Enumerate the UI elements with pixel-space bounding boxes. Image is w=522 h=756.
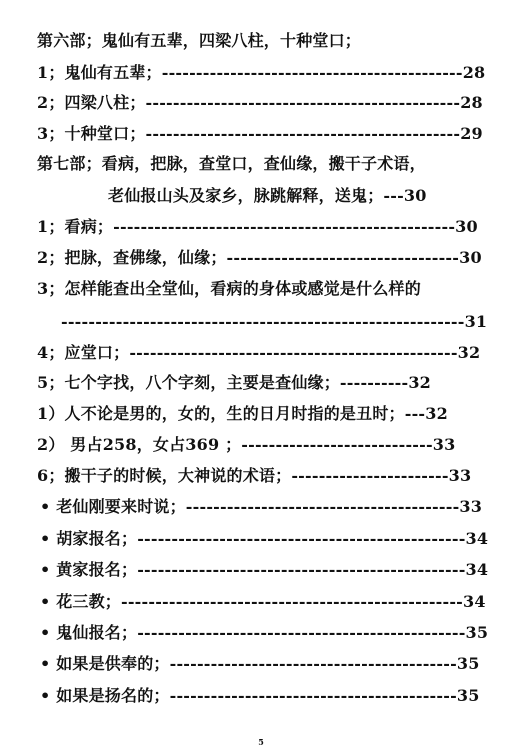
toc-line-part-6: 第六部；鬼仙有五辈，四梁八柱，十种堂口；	[37, 31, 362, 50]
toc-bullet-line: • 胡家报名；------------------------------------------------34	[40, 529, 489, 548]
toc-line: 1；看病；--------------------------------------------------30	[37, 217, 478, 236]
toc-bullet-line: • 花三教；--------------------------------------------------34	[40, 592, 486, 611]
toc-line: 1）人不论是男的，女的，生的日月时指的是丑时；---32	[37, 404, 448, 423]
toc-bullet-line: • 老仙刚要来时说；----------------------------------------33	[40, 497, 483, 516]
toc-line-continuation: -----------------------------------------------------------31	[61, 312, 488, 331]
toc-line: 6；搬干子的时候，大神说的术语；-----------------------33	[37, 466, 472, 485]
toc-line: 2） 男占258，女占369 ；----------------------------33	[37, 435, 456, 454]
toc-bullet-line: • 如果是供奉的；------------------------------------------35	[40, 654, 480, 673]
toc-bullet-line: • 黄家报名；------------------------------------------------34	[40, 560, 489, 579]
toc-line: 3；怎样能查出全堂仙，看病的身体或感觉是什么样的	[37, 279, 421, 298]
toc-line-part-7-continued: 老仙报山头及家乡，脉跳解释，送鬼；---30	[108, 186, 427, 205]
toc-line: 4；应堂口；------------------------------------------------32	[37, 343, 481, 362]
toc-line: 5；七个字找，八个字刻，主要是查仙缘；----------32	[37, 373, 432, 392]
toc-line: 2；四梁八柱；----------------------------------------------28	[37, 93, 483, 112]
toc-line-part-7: 第七部；看病，把脉，查堂口，查仙缘，搬干子术语，	[37, 154, 426, 173]
toc-bullet-line: • 鬼仙报名；------------------------------------------------35	[40, 623, 489, 642]
toc-line: 1；鬼仙有五辈；--------------------------------------------28	[37, 63, 486, 82]
toc-line: 3；十种堂口；----------------------------------------------29	[37, 124, 483, 143]
toc-line: 2；把脉，查佛缘，仙缘；----------------------------------30	[37, 248, 482, 267]
toc-bullet-line: • 如果是扬名的；------------------------------------------35	[40, 686, 480, 705]
page-number: 5	[258, 737, 264, 747]
